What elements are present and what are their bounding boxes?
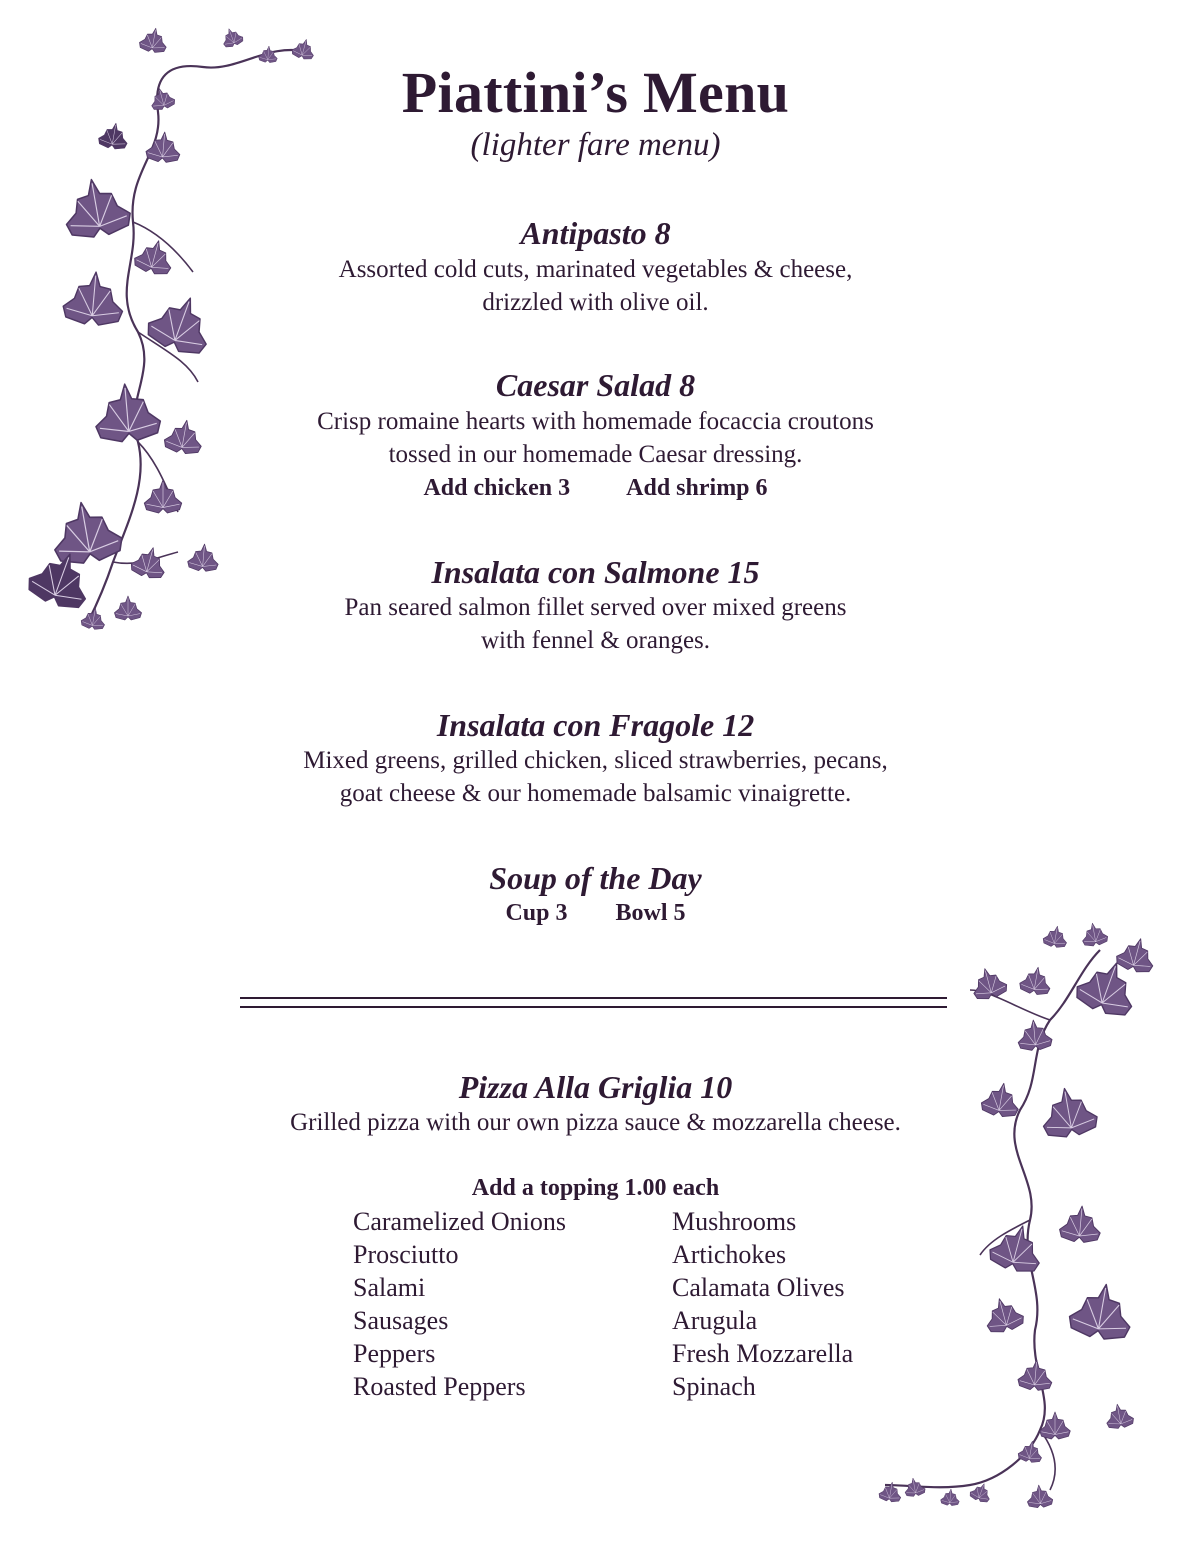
topping-item: Prosciutto	[353, 1240, 459, 1269]
item-soup-name: Soup of the Day	[489, 860, 702, 896]
item-antipasto-name: Antipasto 8	[520, 215, 671, 251]
topping-item: Fresh Mozzarella	[672, 1339, 854, 1368]
item-caesar-addons	[0, 473, 1191, 503]
topping-item: Calamata Olives	[672, 1273, 845, 1302]
item-pizza-name: Pizza Alla Griglia 10	[458, 1069, 733, 1105]
ivy-stem	[885, 950, 1100, 1487]
item-fragole-desc-line1: Mixed greens, grilled chicken, sliced strawberries, pecans,	[303, 747, 888, 774]
topping-item: Mushrooms	[672, 1207, 797, 1236]
topping-item: Spinach	[672, 1372, 756, 1401]
ivy-leaf-icon	[940, 1488, 960, 1506]
ivy-leaf-icon	[1114, 934, 1159, 976]
soup-cup: Cup 3	[505, 900, 568, 926]
addon-shrimp: Add shrimp 6	[626, 475, 768, 501]
ivy-leaf-icon	[219, 25, 244, 49]
ivy-leaf-icon	[981, 1294, 1026, 1336]
topping-heading: Add a topping 1.00 each	[471, 1175, 720, 1201]
item-salmone-desc-line1: Pan seared salmon fillet served over mixed greens	[344, 594, 847, 621]
item-antipasto-desc-line1: Assorted cold cuts, marinated vegetables & cheese,	[338, 256, 853, 283]
item-caesar-desc-line1: Crisp romaine hearts with homemade focaccia croutons	[317, 408, 874, 435]
ivy-leaf-icon	[1026, 1484, 1053, 1509]
addon-chicken: Add chicken 3	[423, 475, 571, 501]
ivy-leaf-icon	[986, 1219, 1047, 1276]
topping-item: Roasted Peppers	[353, 1372, 526, 1401]
ivy-leaf-icon	[1017, 1439, 1044, 1464]
item-salmone-desc-line2: with fennel & oranges.	[480, 627, 711, 654]
topping-item: Salami	[353, 1273, 426, 1302]
item-antipasto-desc-line2: drizzled with olive oil.	[482, 289, 709, 316]
topping-item: Caramelized Onions	[353, 1207, 566, 1236]
menu-subtitle: (lighter fare menu)	[470, 127, 721, 163]
menu-title: Piattini’s Menu	[401, 60, 790, 125]
item-salmone-name: Insalata con Salmone 15	[431, 554, 760, 590]
ivy-leaf-icon	[968, 964, 1009, 1002]
ivy-leaf-icon	[878, 1480, 903, 1503]
ivy-vine-right-icon	[870, 910, 1180, 1530]
item-caesar-name: Caesar Salad 8	[495, 367, 696, 403]
ivy-leaf-icon	[1104, 1402, 1135, 1430]
ivy-leaf-icon	[138, 26, 169, 54]
item-pizza-desc: Grilled pizza with our own pizza sauce & mozzarella cheese.	[290, 1109, 901, 1136]
divider-line-top	[240, 997, 947, 999]
topping-item: Sausages	[353, 1306, 449, 1335]
topping-item: Arugula	[672, 1306, 758, 1335]
topping-item: Peppers	[353, 1339, 436, 1368]
divider-line-bottom	[240, 1006, 947, 1008]
soup-bowl: Bowl 5	[615, 900, 686, 926]
ivy-leaf-icon	[1059, 1204, 1103, 1243]
item-soup-sizes	[0, 898, 1191, 928]
item-fragole-desc-line2: goat cheese & our homemade balsamic vinaigrette.	[339, 780, 852, 807]
topping-item: Artichokes	[672, 1240, 787, 1269]
ivy-leaf-icon	[1018, 965, 1053, 997]
item-caesar-desc-line2: tossed in our homemade Caesar dressing.	[388, 441, 803, 468]
item-fragole-name: Insalata con Fragole 12	[436, 707, 755, 743]
ivy-leaf-icon	[1067, 1279, 1137, 1343]
ivy-leaf-icon	[1017, 1359, 1053, 1392]
